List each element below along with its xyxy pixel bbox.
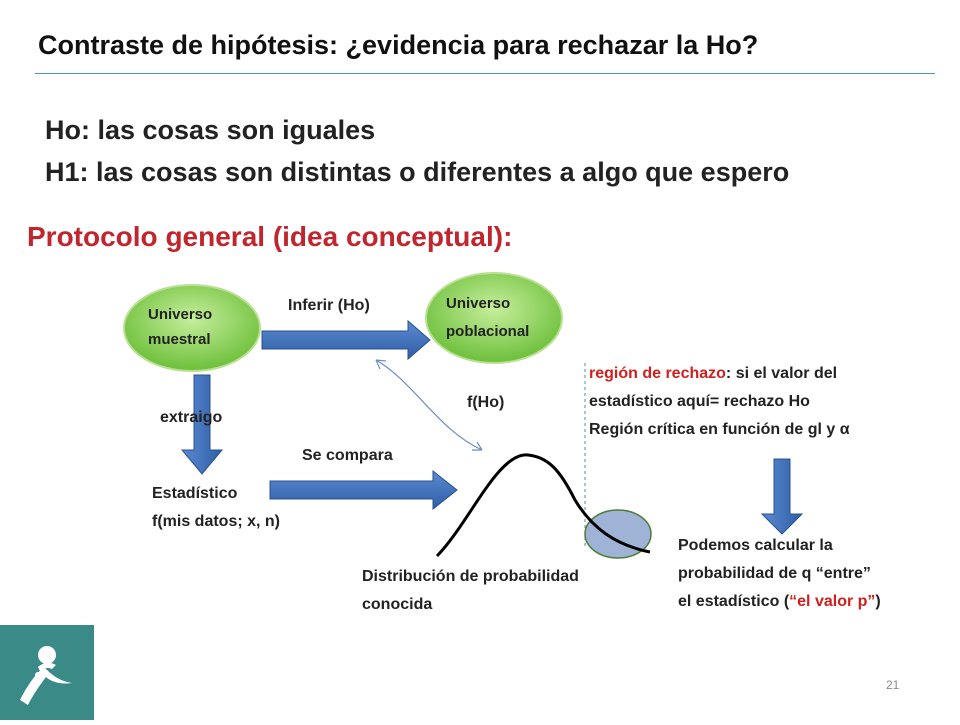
region-rechazo-term: región de rechazo	[589, 365, 726, 382]
distribucion-label-line1: Distribución de probabilidad	[362, 568, 579, 585]
page-number: 21	[886, 678, 900, 692]
universo-muestral-line2: muestral	[148, 331, 211, 348]
probability-distribution-curve	[437, 455, 650, 556]
universo-poblacional-line1: Universo	[446, 295, 511, 312]
distribucion-label-line2: conocida	[362, 596, 433, 613]
inferir-label: Inferir (Ho)	[288, 297, 370, 314]
estadistico-formula: f(mis datos; x, n)	[152, 513, 281, 530]
region-rechazo-line2: estadístico aquí= rechazo Ho	[589, 393, 810, 410]
inferir-arrow	[262, 321, 430, 359]
protocol-heading: Protocolo general (idea conceptual):	[27, 221, 513, 252]
se-compara-label: Se compara	[302, 447, 393, 464]
null-hypothesis: Ho: las cosas son iguales	[45, 115, 376, 145]
podemos-line3: el estadístico (“el valor p”)	[678, 593, 881, 610]
podemos-line2: probabilidad de q “entre”	[678, 565, 871, 582]
runner-logo-icon	[0, 625, 94, 720]
se-compara-arrow	[270, 471, 457, 509]
slide-title: Contraste de hipótesis: ¿evidencia para rechazar la Ho?	[38, 30, 759, 60]
region-rechazo-line1: región de rechazo: si el valor del	[589, 365, 838, 382]
universo-poblacional-ellipse	[426, 273, 562, 363]
region-down-arrow	[762, 459, 802, 534]
institution-logo	[0, 625, 94, 720]
universo-muestral-line1: Universo	[148, 306, 213, 323]
podemos-line1: Podemos calcular la	[678, 537, 833, 554]
extraigo-label: extraigo	[160, 409, 223, 426]
alternative-hypothesis: H1: las cosas son distintas o diferentes a algo que espero	[45, 157, 790, 187]
estadistico-label: Estadístico	[152, 485, 238, 502]
f-ho-label: f(Ho)	[467, 394, 505, 411]
universo-poblacional-line2: poblacional	[446, 323, 530, 340]
region-critica-line: Región crítica en función de gl y α	[589, 421, 850, 438]
valor-p-term: “el valor p”	[789, 593, 876, 610]
